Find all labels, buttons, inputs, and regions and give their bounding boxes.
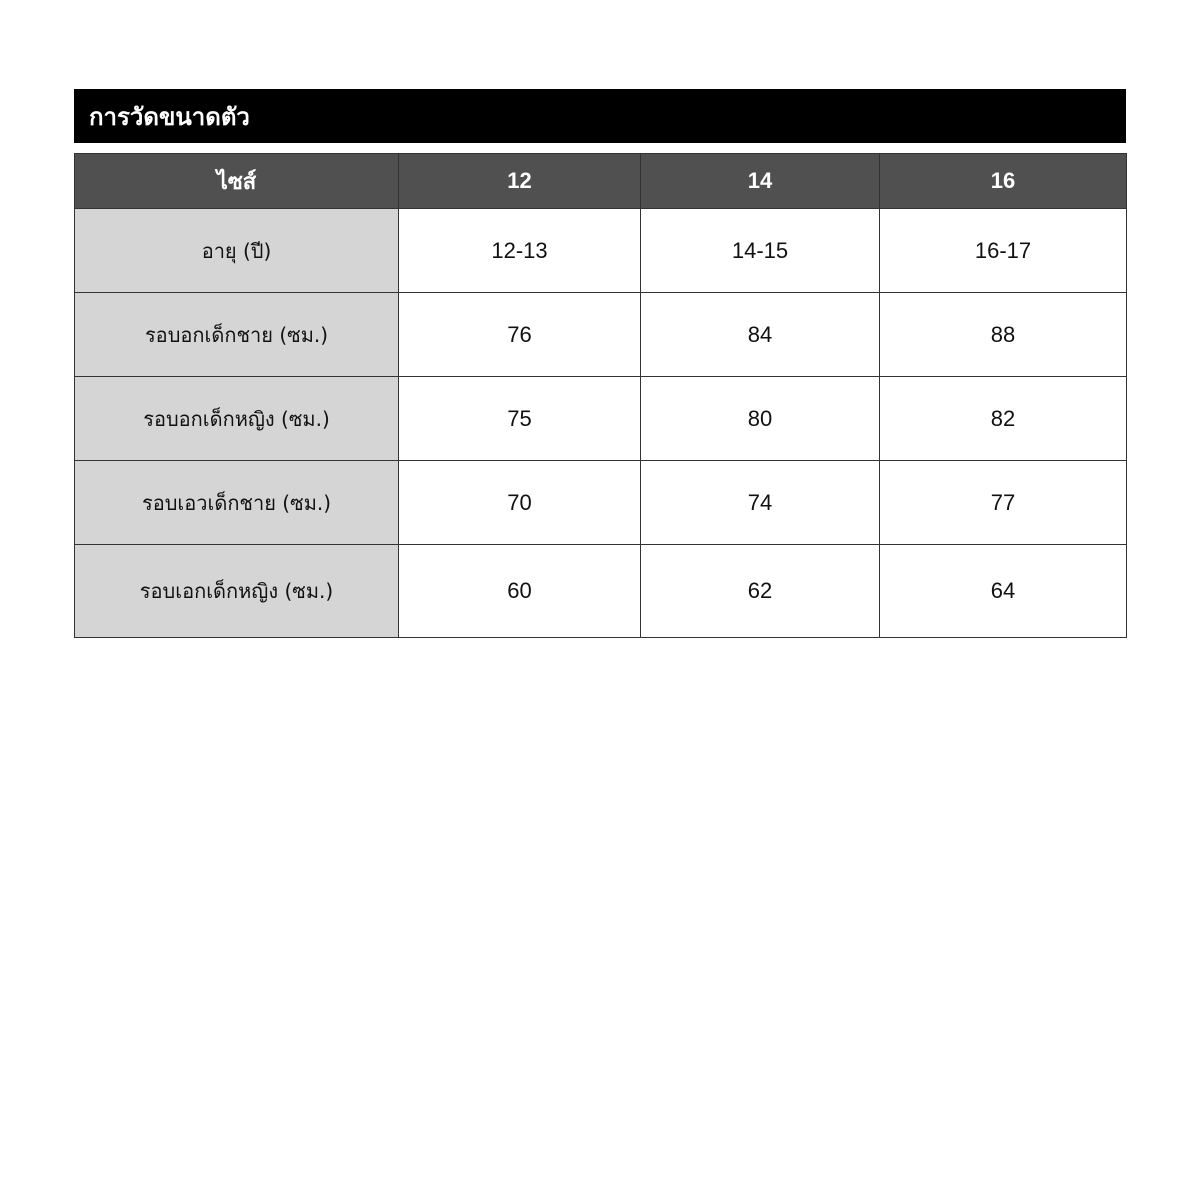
row-label-girls-waist: รอบเอกเด็กหญิง (ซม.)	[75, 545, 399, 638]
table-cell: 76	[399, 293, 641, 377]
table-cell: 80	[641, 377, 880, 461]
table-cell: 60	[399, 545, 641, 638]
table-cell: 77	[880, 461, 1127, 545]
table-cell: 62	[641, 545, 880, 638]
page-title: การวัดขนาดตัว	[74, 89, 1126, 143]
table-cell: 14-15	[641, 209, 880, 293]
header-size-14: 14	[641, 154, 880, 209]
table-header-row	[75, 154, 1127, 209]
table-row	[75, 461, 1127, 545]
row-label-boys-chest: รอบอกเด็กชาย (ซม.)	[75, 293, 399, 377]
table-cell: 84	[641, 293, 880, 377]
table-row	[75, 293, 1127, 377]
table-cell: 70	[399, 461, 641, 545]
row-label-age: อายุ (ปี)	[75, 209, 399, 293]
table-cell: 82	[880, 377, 1127, 461]
table-cell: 75	[399, 377, 641, 461]
size-chart-table	[74, 153, 1127, 638]
table-cell: 64	[880, 545, 1127, 638]
header-size-16: 16	[880, 154, 1127, 209]
table-cell: 74	[641, 461, 880, 545]
table-row	[75, 377, 1127, 461]
table-row	[75, 209, 1127, 293]
table-cell: 12-13	[399, 209, 641, 293]
row-label-girls-chest: รอบอกเด็กหญิง (ซม.)	[75, 377, 399, 461]
table-cell: 16-17	[880, 209, 1127, 293]
header-size-label: ไซส์	[75, 154, 399, 209]
row-label-boys-waist: รอบเอวเด็กชาย (ซม.)	[75, 461, 399, 545]
table-row	[75, 545, 1127, 638]
header-size-12: 12	[399, 154, 641, 209]
table-cell: 88	[880, 293, 1127, 377]
